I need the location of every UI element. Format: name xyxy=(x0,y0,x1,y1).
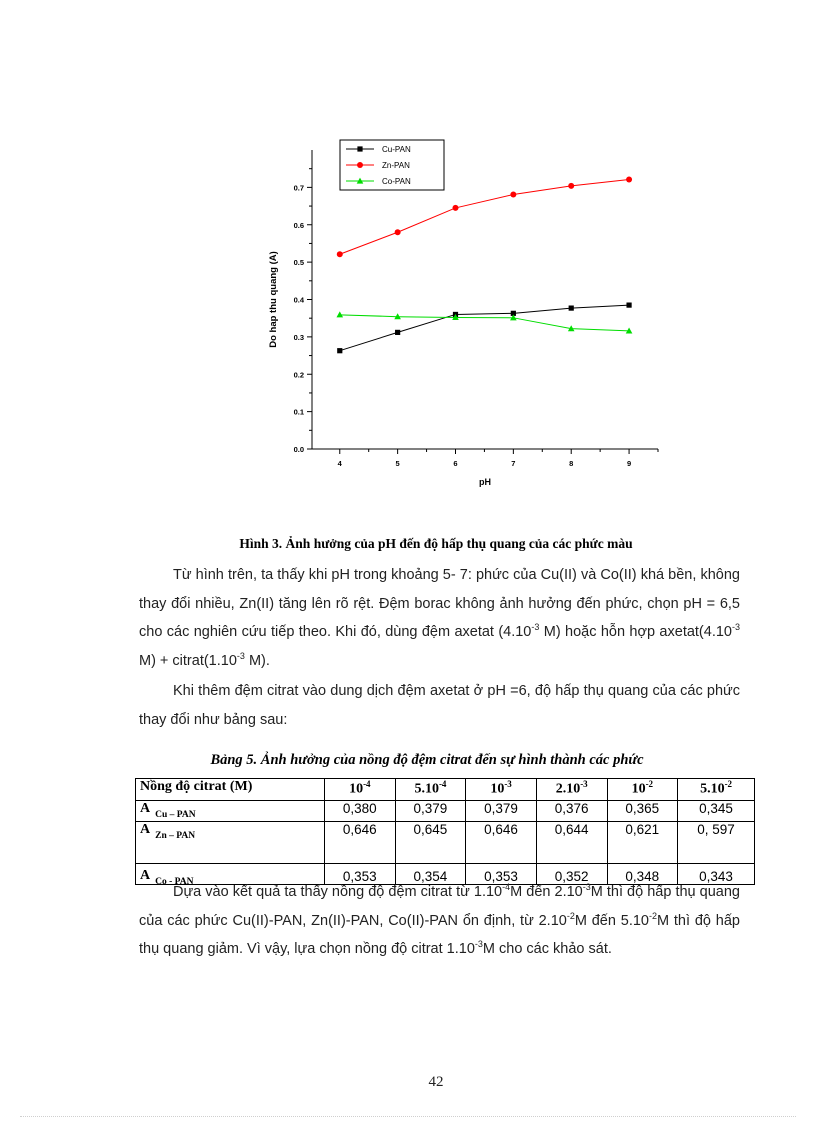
y-tick-label: 0.2 xyxy=(293,370,304,380)
footer-divider xyxy=(20,1116,796,1117)
legend-label-zn-pan: Zn-PAN xyxy=(382,161,410,170)
ph-absorbance-chart xyxy=(258,132,668,494)
y-tick-label: 0.3 xyxy=(293,332,304,342)
table-cell: 0,353 xyxy=(466,864,537,885)
table-cell: 0,621 xyxy=(607,822,678,864)
x-tick-label: 6 xyxy=(453,459,458,468)
table-cell: 0,380 xyxy=(325,801,396,822)
y-tick-label: 0.6 xyxy=(293,220,304,230)
row-label: A $_{Zn - PAN}$ xyxy=(136,822,325,864)
figure-caption: Hình 3. Ảnh hưởng của pH đến độ hấp thụ quang của các phức màu xyxy=(239,536,633,551)
table-cell: 0,365 xyxy=(607,801,678,822)
row-label: A $_{Co - PAN}$ xyxy=(136,864,325,885)
x-tick-label: 4 xyxy=(337,459,342,468)
y-tick-label: 0.4 xyxy=(293,295,304,305)
paragraph-citrat-intro: Khi thêm đệm citrat vào dung dịch đệm axetat ở pH =6, độ hấp thụ quang của các phức thay đổi như bảng sau: xyxy=(139,683,740,728)
table-cell: 0,644 xyxy=(536,822,607,864)
citrat-table xyxy=(135,778,755,885)
row-label: A $_{Cu - PAN}$ xyxy=(136,801,325,822)
data-point-zn-pan xyxy=(337,251,343,257)
table-cell: 0,646 xyxy=(466,822,537,864)
page-number: 42 xyxy=(428,1074,444,1090)
legend-marker-zn-pan xyxy=(357,162,363,168)
data-point-zn-pan xyxy=(395,229,401,235)
col-header: $5.10^{-4}$ xyxy=(395,779,466,801)
data-point-cu-pan xyxy=(395,330,400,335)
table-row xyxy=(136,822,755,864)
table-cell: 0,352 xyxy=(536,864,607,885)
legend-label-co-pan: Co-PAN xyxy=(382,177,411,186)
data-point-zn-pan xyxy=(568,183,574,189)
data-point-cu-pan xyxy=(626,303,631,308)
data-point-cu-pan xyxy=(337,348,342,353)
paragraph-conclusion: Dựa vào kết quả ta thấy nồng độ đệm citrat từ $1.10^{-4}M$ đến $2.10^{-3}M$ thì độ hấp thụ quang của các phức Cu(II)-PAN, Zn(II)-PAN, Co(II)-PAN ổn định, từ $2.10^{-2}M$ đến $5.10^{-2}M$ thì độ hấp thụ quang giảm. Vì vậy, lựa chọn nồng độ citrat $1.10^{-3}M$ cho các khảo sát. xyxy=(139,882,740,957)
table-cell: 0,345 xyxy=(678,801,755,822)
col-header: $10^{-2}$ xyxy=(607,779,678,801)
table-row xyxy=(136,801,755,822)
col-header: $10^{-3}$ xyxy=(466,779,537,801)
table-cell: 0,379 xyxy=(466,801,537,822)
table-cell: 0,645 xyxy=(395,822,466,864)
table-header-row xyxy=(136,779,755,801)
x-axis-label: pH xyxy=(479,477,491,487)
table-cell: 0,348 xyxy=(607,864,678,885)
data-point-zn-pan xyxy=(510,191,516,197)
data-point-cu-pan xyxy=(569,305,574,310)
col-header: $5.10^{-2}$ xyxy=(678,779,755,801)
table-cell: 0,646 xyxy=(325,822,396,864)
series-line-zn-pan xyxy=(340,180,629,255)
y-tick-label: 0.5 xyxy=(293,258,304,268)
x-tick-label: 7 xyxy=(511,459,516,468)
y-axis-label: Do hap thu quang (A) xyxy=(268,251,279,348)
table-cell: 0,353 xyxy=(325,864,396,885)
y-tick-label: 0.0 xyxy=(293,445,304,454)
series-line-co-pan xyxy=(340,315,629,331)
table-cell: 0,379 xyxy=(395,801,466,822)
table-caption: Bảng 5. Ảnh hưởng của nồng độ đệm citrat đến sự hình thành các phức xyxy=(210,752,644,768)
data-point-zn-pan xyxy=(626,177,632,183)
legend-marker-cu-pan xyxy=(357,146,362,151)
table-cell: 0, 597 xyxy=(678,822,755,864)
header-label: Nồng độ citrat (M) xyxy=(136,779,325,801)
series-line-cu-pan xyxy=(340,305,629,351)
paragraph-ph-discussion: Từ hình trên, ta thấy khi pH trong khoảng 5- 7: phức của Cu(II) và Co(II) khá bền, không thay đổi nhiều, Zn(II) tăng lên rõ rệt. Đệm borac không ảnh hưởng đến phức, chọn pH = 6,5 cho các nghiên cứu tiếp theo. Khi đó, dùng đệm axetat ($4.10^{-3}$ M) hoặc hỗn hợp $axetat(4.10^{-3}$ $M) + citrat(1.10^{-3}$ M). xyxy=(139,567,741,669)
col-header: $10^{-4}$ xyxy=(325,779,396,801)
legend-label-cu-pan: Cu-PAN xyxy=(382,145,411,154)
y-tick-label: 0.7 xyxy=(293,183,304,193)
data-point-zn-pan xyxy=(452,205,458,211)
table-cell: 0,354 xyxy=(395,864,466,885)
x-tick-label: 5 xyxy=(395,459,400,468)
y-tick-label: 0.1 xyxy=(293,407,304,417)
x-tick-label: 8 xyxy=(569,459,574,468)
table-cell: 0,376 xyxy=(536,801,607,822)
x-tick-label: 9 xyxy=(626,459,632,468)
table-cell: 0,343 xyxy=(678,864,755,885)
col-header: $2.10^{-3}$ xyxy=(536,779,607,801)
